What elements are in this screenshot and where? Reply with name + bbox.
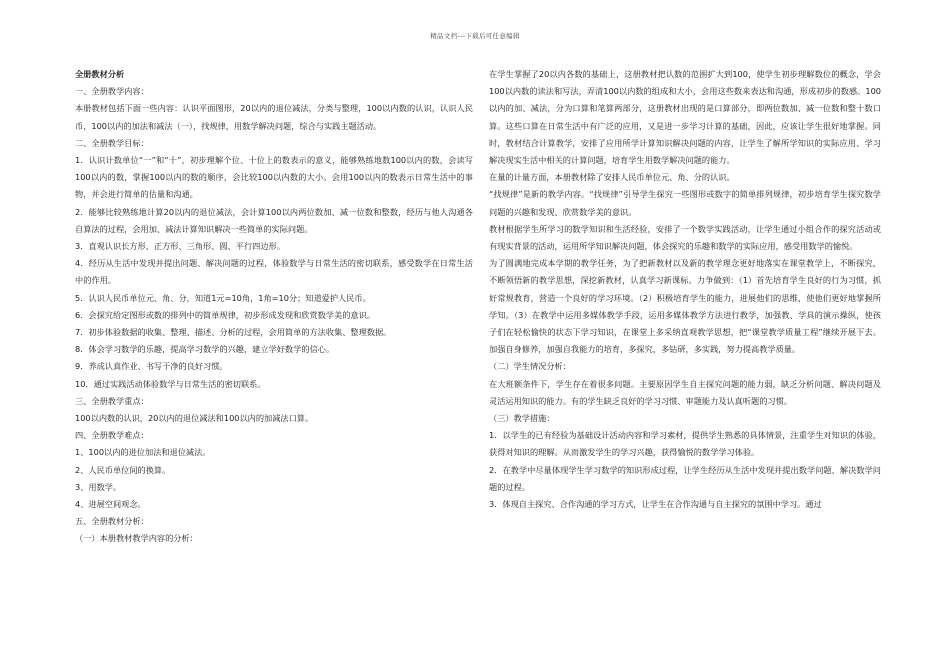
paragraph: 100以内数的认识，20以内的退位减法和100以内的加减法口算。 (75, 413, 314, 424)
paragraph: 7．初步体验数据的收集、整理、描述、分析的过程，会用简单的方法收集、整理数据。 (75, 327, 392, 338)
paragraph: 2、人民币单位间的换算。 (75, 464, 171, 475)
paragraph: 五、全册教材分析： (75, 516, 149, 527)
paragraph: 为了圆满地完成本学期的教学任务，为了把新教材以及新的教学理念更好地落实在课堂教学上，不断探究，不断领悟新的教学思想，深挖新教材，认真学习新课标。力争做到：（1）首先培育学生良好的行为习惯，抓好常规教育，营造一个良好的学习环境。（2）积极培育学生的能力，进展他们的思维，使他们更好地掌握所学知。（3）在教学中运用多媒体教学手段，运用多媒体教学方法进行教学，加强教、学具的演示操纵，使孩子们在轻松愉快的状态下学习知识，在课堂上多采纳直观教学思想，把“课堂教学质量工程”继续开展下去。加强自身修养，加强自我能力的培育，多探究，多钻研，多实践，努力提高教学质量。 (489, 258, 881, 355)
left-column (75, 66, 473, 548)
document-title: 全册教材分析 (75, 69, 125, 79)
page-header: 精品文档---下载后可任意编辑 (430, 32, 520, 40)
paragraph: 5．认识人民币单位元、角、分，知道1元=10角，1角=10分；知道爱护人民币。 (75, 292, 371, 303)
paragraph: 本册教材包括下面一些内容：认识平面图形，20以内的退位减法，分类与整理，100以内数的认识，认识人民币，100以内的加法和减法（一），找规律，用数学解决问题，综合与实践主题活动。 (75, 103, 473, 131)
paragraph: 三、全册教学重点： (75, 395, 149, 406)
paragraph: 6．会探究给定图形或数的排列中的简单规律，初步形成发现和欣赏数学美的意识。 (75, 309, 375, 320)
paragraph: 10．通过实践活动体验数学与日常生活的密切联系。 (75, 378, 266, 389)
paragraph: 四、全册教学难点： (75, 430, 149, 441)
paragraph: 8．体会学习数学的乐趣，提高学习数学的兴趣，建立学好数学的信心。 (75, 344, 335, 355)
paragraph: 9．养成认真作业、书写干净的良好习惯。 (75, 361, 228, 372)
paragraph: 2．在教学中尽量体现学生学习数学的知识形成过程，让学生经历从生活中发现并提出数学问题、解决数学问题的过程。 (489, 464, 881, 492)
paragraph: 2．能够比较熟练地计算20以内的退位减法，会计算100以内两位数加、减一位数和整数，经历与他人沟通各自算法的过程，会用加、减法计算知识解决一些简单的实际问题。 (75, 206, 473, 234)
paragraph: 二、全册教学目标： (75, 137, 149, 148)
paragraph: 1、100以内的进位加法和退位减法。 (75, 447, 211, 458)
paragraph: 3、用数学。 (75, 481, 122, 492)
paragraph: 一、全册教学内容： (75, 86, 149, 97)
paragraph: （二）学生情况分析： (489, 361, 571, 372)
paragraph: “找规律”是新的教学内容。“找规律”引导学生探究一些图形或数字的简单排列规律，初步培育学生探究数学问题的兴趣和发现、欣赏数学美的意识。 (489, 189, 881, 217)
paragraph: 1．以学生的已有经验为基础设计活动内容和学习素材，提供学生熟悉的具体情景，注重学生对知识的体验，获得对知识的理解。从而激发学生的学习兴趣，获得愉悦的数学学习体验。 (489, 430, 881, 458)
right-column (489, 66, 881, 513)
paragraph: 在学生掌握了20以内各数的基础上，这册教材把认数的范围扩大到100，使学生初步理解数位的概念，学会100以内数的读法和写法，弄清100以内数的组成和大小，会用这些数来表达和沟通，形成初步的数感。100以内的加、减法，分为口算和笔算两部分，这册教材出现的是口算部分，即两位数加、减一位数和整十数口算。这些口算在日常生活中有广泛的应用，又是进一步学习计算的基础，因此，应该让学生很好地掌握。同时，教材结合计算教学，安排了应用所学计算知识解决问题的内容，让学生了解所学知识的实际应用、学习解决现实生活中相关的计算问题，培育学生用数学解决问题的能力。 (489, 69, 881, 166)
paragraph: 教材根据学生所学习的数学知识和生活经验，安排了一个数学实践活动，让学生通过小组合作的探究活动或有现实背景的活动，运用所学知识解决问题，体会探究的乐趣和数学的实际应用，感受用数学的愉悦。 (489, 223, 881, 252)
paragraph: 4．经历从生活中发现并提出问题、解决问题的过程，体验数学与日常生活的密切联系，感受数学在日常生活中的作用。 (75, 258, 473, 286)
paragraph: 4、进展空间观念。 (75, 499, 146, 510)
paragraph: 在大班额条件下，学生存在着很多问题。主要原因学生自主探究问题的能力弱，缺乏分析问题、解决问题及灵活运用知识的能力。有的学生缺乏良好的学习习惯、审题能力及认真听题的习惯。 (489, 378, 881, 406)
paragraph: （一）本册教材教学内容的分析： (75, 533, 198, 544)
paragraph: 3．直观认识长方形、正方形、三角形、圆、平行四边形。 (75, 241, 285, 252)
paragraph: 3．体现自主探究、合作沟通的学习方式，让学生在合作沟通与自主探究的氛围中学习。通过 (489, 499, 822, 510)
paragraph: 1．认识计数单位“一”和“十”，初步理解个位、十位上的数表示的意义，能够熟练地数100以内的数，会读写100以内的数，掌握100以内的数的顺序，会比较100以内数的大小。会用100以内的数表示日常生活中的事物，并会进行简单的估量和沟通。 (75, 155, 473, 200)
paragraph: （三）教学措施： (489, 413, 555, 424)
paragraph: 在量的计量方面，本册教材除了安排人民币单位元、角、分的认识。 (489, 172, 735, 183)
